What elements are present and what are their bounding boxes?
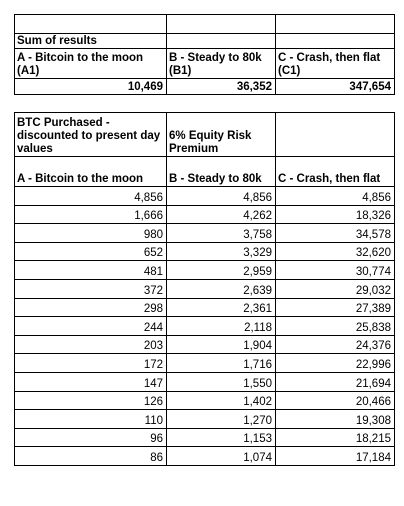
table-cell[interactable]: 1,550 [167,372,276,391]
table-cell[interactable]: 25,838 [276,317,395,336]
table-cell[interactable]: 4,856 [167,187,276,206]
table-cell[interactable]: 1,402 [167,391,276,410]
purchased-data-body [15,187,395,466]
summary-title-cell[interactable]: Sum of results [15,34,167,49]
table-cell[interactable]: 4,262 [167,205,276,224]
spreadsheet [14,14,394,466]
summary-total-b[interactable]: 36,352 [167,79,276,95]
table-cell[interactable]: 147 [15,372,167,391]
purchased-note-cell[interactable]: 6% Equity Risk Premium [167,113,276,157]
cell[interactable] [15,15,167,34]
cell[interactable] [167,95,276,113]
table-row [15,372,395,391]
table-cell[interactable]: 980 [15,224,167,243]
table-cell[interactable]: 126 [15,391,167,410]
table-cell[interactable]: 1,270 [167,410,276,429]
table-cell[interactable]: 2,639 [167,279,276,298]
table-row [15,391,395,410]
table-cell[interactable]: 32,620 [276,242,395,261]
table-row [15,354,395,373]
table-row [15,224,395,243]
table-row [15,298,395,317]
cell[interactable] [276,34,395,49]
table-cell[interactable]: 3,758 [167,224,276,243]
table-row [15,447,395,466]
table-cell[interactable]: 20,466 [276,391,395,410]
table-row [15,242,395,261]
table-cell[interactable]: 372 [15,279,167,298]
table-row [15,317,395,336]
purchased-title-cell[interactable]: BTC Purchased - discounted to present day values [15,113,167,157]
table-cell[interactable]: 29,032 [276,279,395,298]
table-cell[interactable]: 30,774 [276,261,395,280]
table-cell[interactable]: 27,389 [276,298,395,317]
table-cell[interactable]: 172 [15,354,167,373]
purchased-header-a[interactable]: A - Bitcoin to the moon [15,157,167,187]
summary-header-c[interactable]: C - Crash, then flat (C1) [276,49,395,79]
table-cell[interactable]: 24,376 [276,335,395,354]
table-cell[interactable]: 1,666 [15,205,167,224]
table-cell[interactable]: 481 [15,261,167,280]
purchased-header-b[interactable]: B - Steady to 80k [167,157,276,187]
table-cell[interactable]: 96 [15,428,167,447]
cell[interactable] [276,113,395,157]
blank-row [15,15,395,34]
table-cell[interactable]: 203 [15,335,167,354]
table-cell[interactable]: 2,118 [167,317,276,336]
table-cell[interactable]: 1,904 [167,335,276,354]
table-row [15,410,395,429]
cell[interactable] [15,95,167,113]
table-cell[interactable]: 652 [15,242,167,261]
table-row [15,428,395,447]
table-cell[interactable]: 18,215 [276,428,395,447]
table-cell[interactable]: 298 [15,298,167,317]
results-table [14,14,395,466]
summary-header-row [15,49,395,79]
table-row [15,279,395,298]
table-cell[interactable]: 4,856 [276,187,395,206]
summary-totals-row [15,79,395,95]
table-cell[interactable]: 1,716 [167,354,276,373]
table-row [15,261,395,280]
table-cell[interactable]: 18,326 [276,205,395,224]
table-cell[interactable]: 244 [15,317,167,336]
cell[interactable] [167,34,276,49]
cell[interactable] [276,15,395,34]
purchased-title-row [15,113,395,157]
table-cell[interactable]: 19,308 [276,410,395,429]
gap-row [15,95,395,113]
table-cell[interactable]: 86 [15,447,167,466]
table-cell[interactable]: 22,996 [276,354,395,373]
table-cell[interactable]: 1,074 [167,447,276,466]
table-cell[interactable]: 4,856 [15,187,167,206]
table-cell[interactable]: 3,329 [167,242,276,261]
summary-total-a[interactable]: 10,469 [15,79,167,95]
summary-header-b[interactable]: B - Steady to 80k (B1) [167,49,276,79]
table-row [15,187,395,206]
table-cell[interactable]: 34,578 [276,224,395,243]
cell[interactable] [167,15,276,34]
table-row [15,205,395,224]
summary-title-row [15,34,395,49]
table-cell[interactable]: 21,694 [276,372,395,391]
table-cell[interactable]: 1,153 [167,428,276,447]
summary-total-c[interactable]: 347,654 [276,79,395,95]
table-cell[interactable]: 2,959 [167,261,276,280]
purchased-header-row [15,157,395,187]
table-row [15,335,395,354]
summary-header-a[interactable]: A - Bitcoin to the moon (A1) [15,49,167,79]
cell[interactable] [276,95,395,113]
table-cell[interactable]: 110 [15,410,167,429]
table-cell[interactable]: 2,361 [167,298,276,317]
purchased-header-c[interactable]: C - Crash, then flat [276,157,395,187]
table-cell[interactable]: 17,184 [276,447,395,466]
